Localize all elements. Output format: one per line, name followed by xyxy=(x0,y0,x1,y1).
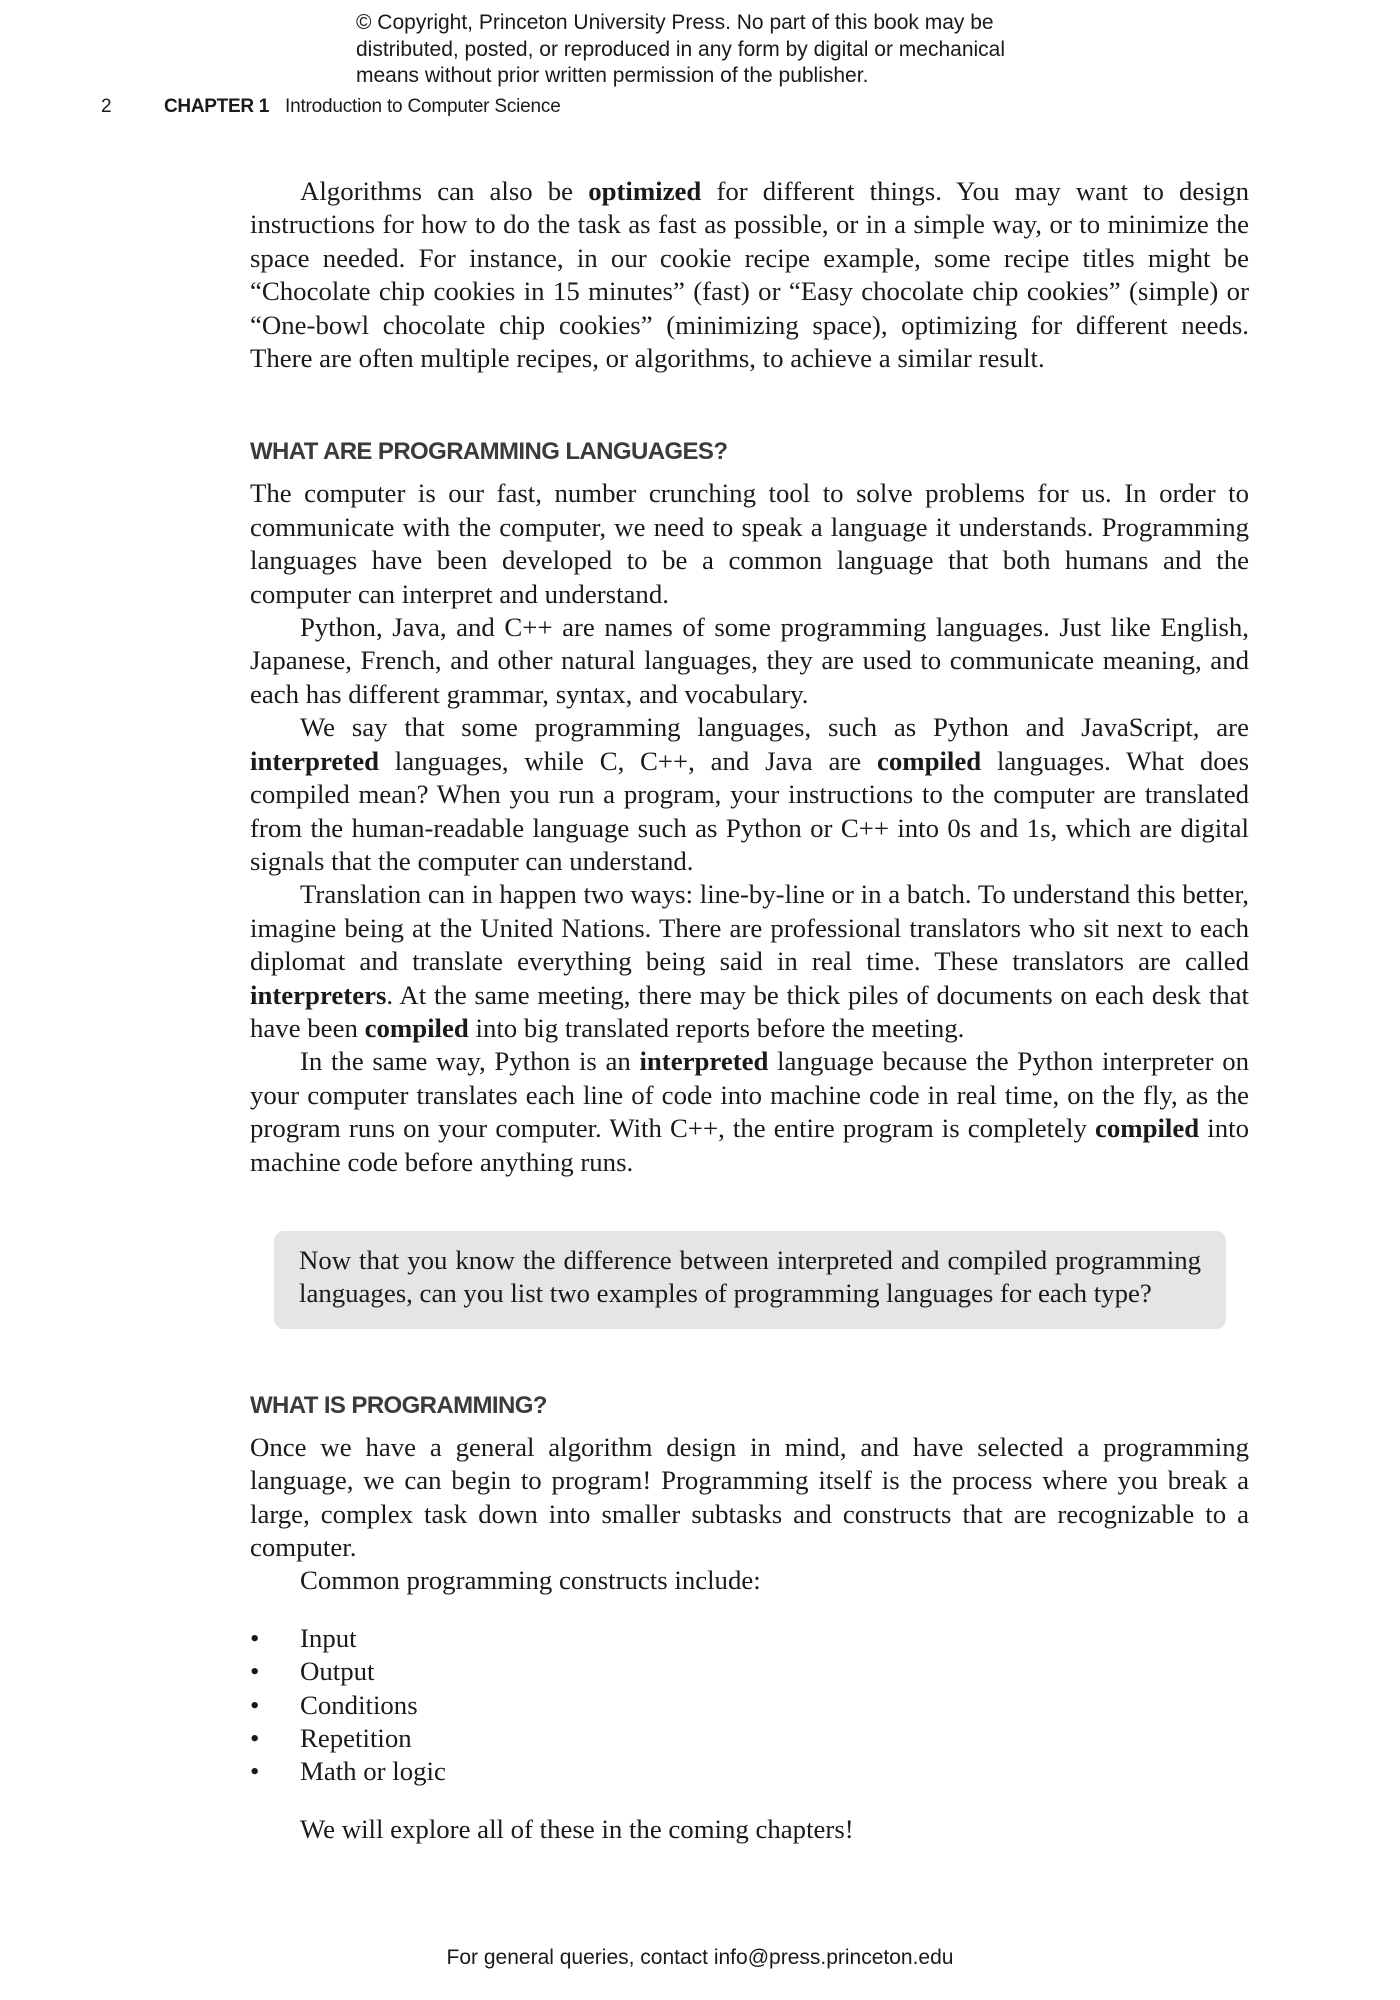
bullet-icon: • xyxy=(250,1756,260,1787)
list-item: • Math or logic xyxy=(250,1755,1249,1788)
copyright-line-1: © Copyright, Princeton University Press. No part of this book may be xyxy=(356,11,994,34)
term-compiled: compiled xyxy=(1094,1113,1200,1144)
list-item: • Conditions xyxy=(250,1689,1249,1722)
running-head xyxy=(0,94,1400,120)
term-interpreters: interpreters xyxy=(250,979,387,1010)
callout-box xyxy=(274,1231,1226,1329)
term-interpreted: interpreted xyxy=(639,1046,769,1077)
bullet-icon: • xyxy=(250,1622,260,1653)
term-interpreted: interpreted xyxy=(250,745,379,776)
list-item: • Output xyxy=(250,1655,1249,1688)
languages-paragraph-2: Python, Java, and C++ are names of some programming languages. Just like English, Japanese, French, and other natural languages, they are used to communicate meaning, and each has different grammar, syntax, and vocabulary. xyxy=(250,612,1249,709)
term-optimized: optimized xyxy=(588,176,702,206)
footer-contact: For general queries, contact info@press.princeton.edu xyxy=(446,1946,954,1969)
chapter-label: CHAPTER 1 xyxy=(164,96,269,117)
languages-paragraph-1: The computer is our fast, number crunching tool to solve problems for us. In order to communicate with the computer, we need to speak a language it understands. Programming languages have been developed to be a common language that both humans and the computer can interpret and understand. xyxy=(250,478,1249,609)
section-heading-programming: WHAT IS PROGRAMMING? xyxy=(250,1391,547,1419)
bullet-icon: • xyxy=(250,1656,260,1687)
copyright-notice xyxy=(356,10,1076,90)
closing-paragraph: We will explore all of these in the coming chapters! xyxy=(300,1813,854,1844)
term-compiled: compiled xyxy=(364,1012,469,1043)
intro-paragraph: Algorithms can also be optimized for different things. You may want to design instructions for how to do the task as fast as possible, or in a simple way, or to minimize the space needed. For instance, in our cookie recipe example, some recipe titles might be “Chocolate chip cookies in 15 minutes” (fast) or “Easy chocolate chip cookies” (simple) or “One-bowl chocolate chip cookies” (minimizing space), optimizing for different needs. There are often multiple recipes, or algorithms, to achieve a similar result. xyxy=(250,176,1249,374)
list-item: • Input xyxy=(250,1622,1249,1655)
bullet-icon: • xyxy=(250,1689,260,1720)
programming-paragraph-2: Common programming constructs include: xyxy=(300,1565,761,1596)
copyright-line-3: means without prior written permission of the publisher. xyxy=(356,64,869,87)
copyright-line-2: distributed, posted, or reproduced in any form by digital or mechanical xyxy=(356,37,1006,61)
languages-paragraph-4: Translation can in happen two ways: line-by-line or in a batch. To understand this better, imagine being at the United Nations. There are professional translators who sit next to each diplomat and translate everything being said in real time. These translators are called interpreters. At the same meeting, there may be thick piles of documents on each desk that have been compiled into big translated reports before the meeting. xyxy=(250,879,1249,1043)
section-heading-languages: WHAT ARE PROGRAMMING LANGUAGES? xyxy=(250,438,728,466)
chapter-title: Introduction to Computer Science xyxy=(285,96,561,117)
languages-paragraph-3: We say that some programming languages, such as Python and JavaScript, are interpreted languages, while C, C++, and Java are compiled languages. What does compiled mean? When you run a program, your instructions to the computer are translated from the human-readable language such as Python or C++ into 0s and 1s, which are digital signals that the computer can understand. xyxy=(250,712,1249,876)
page-body xyxy=(250,175,1249,1846)
callout-text: Now that you know the difference between interpreted and compiled programming languages, can you list two examples of programming languages for each type? xyxy=(299,1244,1201,1309)
bullet-icon: • xyxy=(250,1723,260,1754)
programming-paragraph-1: Once we have a general algorithm design in mind, and have selected a programming language, we can begin to program! Programming itself is the process where you break a large, complex task down into smaller subtasks and constructs that are recognizable to a computer. xyxy=(250,1431,1249,1562)
term-compiled: compiled xyxy=(876,745,982,776)
constructs-list xyxy=(250,1622,1249,1789)
list-item: • Repetition xyxy=(250,1722,1249,1755)
page-number: 2 xyxy=(101,96,112,117)
languages-paragraph-5: In the same way, Python is an interpreted language because the Python interpreter on your computer translates each line of code into machine code in real time, on the fly, as the program runs on your computer. With C++, the entire program is completely compiled into machine code before anything runs. xyxy=(250,1046,1249,1177)
